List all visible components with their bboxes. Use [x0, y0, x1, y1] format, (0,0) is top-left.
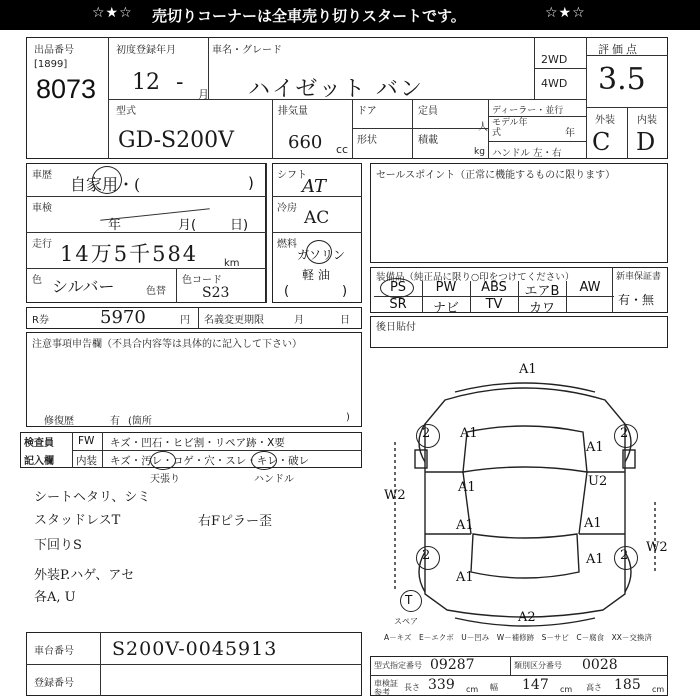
inspection-day: 日)	[230, 218, 249, 233]
color-code-label: 色コード	[182, 275, 222, 286]
car-name-value: ハイゼット バン	[248, 77, 424, 102]
equipment-item: ABS	[481, 280, 507, 295]
handle-label: ハンドル 左・右	[492, 148, 562, 159]
chassis-label: 車台番号	[34, 646, 74, 657]
color-label: 色	[32, 275, 42, 286]
inspection-year: 年	[108, 218, 122, 233]
chassis-value: S200V-0045913	[112, 638, 278, 660]
interior-label: 内装	[637, 115, 657, 126]
name-change-month: 月	[294, 315, 304, 326]
damage-panel-label: A1	[584, 516, 602, 531]
car-name-label: 車名・グレード	[212, 45, 282, 56]
model-year-unit: 年	[565, 128, 575, 139]
repair-history-place: (箇所	[128, 416, 152, 427]
note-stain: 天張り	[150, 474, 180, 485]
ac-label: 冷房	[277, 203, 297, 214]
warranty-value: 有・無	[618, 293, 655, 307]
first-reg-dash: -	[176, 70, 184, 95]
diagram-right-label: W2	[646, 540, 668, 555]
name-change-day: 日	[340, 315, 350, 326]
mileage-label: 走行	[32, 239, 52, 250]
height-label: 高さ	[586, 683, 602, 692]
mileage-value: 14万5千584	[60, 242, 199, 266]
dealer-label: ディーラー・並行	[492, 106, 564, 116]
width-unit: cm	[560, 685, 573, 694]
fuel-gasoline-circle	[306, 240, 332, 264]
lot-label: 出品番号	[34, 45, 74, 56]
comment-1: シートヘタリ、シミ	[34, 490, 151, 505]
length-value: 339	[428, 677, 455, 693]
class-label: 類別区分番号	[514, 661, 562, 670]
form-spec-value: 09287	[430, 657, 475, 673]
first-reg-label: 初度登録年月	[116, 45, 176, 56]
recycle-unit: 円	[180, 315, 190, 326]
score-label: 評価点	[598, 43, 640, 56]
model-label: 型式	[116, 106, 136, 117]
wear-circle	[251, 451, 277, 470]
load-label: 積載	[418, 135, 438, 146]
fuel-paren-left: (	[284, 284, 290, 299]
inspector-label-bottom: 記入欄	[24, 456, 54, 467]
length-unit: cm	[466, 685, 479, 694]
recycle-row	[26, 307, 362, 329]
sales-point-label: セールスポイント（正常に機能するものに限ります）	[376, 170, 616, 181]
inspection-label: 車検	[32, 203, 52, 214]
damage-panel-label: U2	[588, 474, 608, 489]
exterior-label: 外装	[595, 115, 615, 126]
history-close-paren: )	[248, 174, 254, 192]
displacement-unit: cc	[336, 143, 349, 156]
lot-sub-number: [1899]	[34, 59, 68, 70]
interior-grade: D	[636, 128, 656, 156]
inspection-month: 月(	[178, 218, 197, 233]
drive-4wd: 4WD	[541, 77, 568, 90]
damage-panel-label: A1	[458, 480, 476, 495]
door-label: ドア	[357, 106, 377, 117]
model-year-label: モデル年式	[492, 118, 528, 138]
equipment-item: ナビ	[432, 301, 459, 316]
diagram-left-label: W2	[384, 488, 406, 503]
first-reg-year: 12	[132, 70, 160, 95]
capacity-label: 定員	[418, 106, 438, 117]
repair-history-has: 有	[110, 416, 120, 427]
banner-stars-left: ☆★☆	[92, 5, 133, 21]
ac-value: AC	[304, 208, 330, 228]
repair-history-close: )	[346, 412, 350, 423]
interior-items: キズ・汚レ・コゲ・穴・スレ・キレ・破レ	[110, 455, 310, 467]
stain-circle	[150, 451, 176, 470]
comment-2: スタッドレスT	[34, 513, 121, 528]
recycle-value: 5970	[100, 307, 146, 328]
width-value: 147	[522, 677, 549, 693]
damage-panel-label: A1	[456, 518, 474, 533]
mileage-unit: km	[224, 258, 240, 269]
exterior-grade: C	[592, 128, 611, 156]
comment-right: 右Fピラー歪	[198, 514, 273, 529]
fw-head: FW	[78, 435, 95, 447]
equipment-label: 装備品（純正品に限り○印をつけてください）	[376, 272, 575, 283]
fuel-value: ガソリン	[297, 248, 346, 262]
reg-label: 登録番号	[34, 678, 74, 689]
class-value: 0028	[582, 657, 618, 673]
notes-label: 注意事項申告欄（不具合内容等は具体的に記入して下さい）	[32, 339, 302, 350]
capacity-unit: 人	[478, 122, 488, 133]
displacement-label: 排気量	[278, 106, 308, 117]
length-label: 長さ	[404, 683, 420, 692]
fuel-paren-right: )	[342, 284, 348, 299]
comment-3: 下回りS	[34, 538, 82, 553]
shift-value: AT	[302, 176, 327, 197]
equipment-item: カワ	[528, 301, 555, 316]
note-wear: ハンドル	[254, 474, 294, 485]
damage-panel-label: A1	[586, 440, 604, 455]
tire-grade: 2	[422, 426, 431, 441]
spare-label: スペア	[394, 617, 418, 626]
equipment-item: PS	[389, 280, 407, 295]
private-use-circle	[92, 166, 122, 194]
banner-stars-right: ☆★☆	[545, 5, 586, 21]
name-change-label: 名義変更期限	[204, 315, 264, 326]
dim-label: 車検証	[374, 679, 398, 688]
score-value: 3.5	[598, 62, 646, 97]
form-spec-label: 型式指定番号	[374, 661, 422, 670]
width-label: 幅	[490, 683, 498, 692]
fuel-label: 燃料	[277, 239, 297, 250]
first-reg-month-unit: 月	[198, 88, 209, 101]
interior-head: 内装	[76, 455, 97, 467]
tire-grade: 2	[620, 426, 629, 441]
history-value: 自家用・(	[70, 175, 141, 194]
shape-label: 形状	[357, 135, 377, 146]
after-fit-label: 後日貼付	[376, 322, 416, 333]
equipment-item: エアB	[524, 284, 560, 299]
spare-mark: T	[405, 593, 413, 607]
banner-message: 売切りコーナーは全車売り切りスタートです。	[152, 7, 466, 25]
tire-grade: 2	[620, 548, 629, 563]
load-unit: kg	[474, 147, 485, 157]
fuel-alt: 軽 油	[302, 268, 330, 282]
model-value: GD-S200V	[118, 128, 235, 153]
drive-2wd: 2WD	[541, 53, 568, 66]
lot-number: 8073	[36, 74, 97, 104]
color-code-value: S23	[202, 285, 230, 301]
damage-panel-label: A1	[456, 570, 474, 585]
color-change-label: 色替	[146, 286, 166, 297]
damage-panel-label: A1	[460, 426, 478, 441]
dim-note: 参考	[374, 688, 390, 697]
warranty-label: 新車保証書	[616, 272, 662, 282]
fw-items: キズ・凹石・ヒビ割・リペア跡・X要	[110, 437, 285, 449]
height-value: 185	[614, 677, 641, 693]
equipment-item: SR	[389, 297, 407, 312]
history-label: 車歴	[32, 170, 52, 181]
inspector-label-top: 検査員	[24, 438, 54, 449]
repair-history-label: 修復歴	[44, 416, 74, 427]
equipment-item: PW	[435, 280, 457, 295]
diagram-legend: A－キズ E－エクボ U－凹み W－補修跡 S－サビ C－腐食 XX－交換済	[384, 633, 652, 642]
equipment-item: AW	[579, 280, 601, 295]
color-value: シルバー	[52, 277, 115, 296]
top-banner	[0, 0, 700, 30]
displacement-value: 660	[288, 132, 323, 153]
damage-panel-label: A1	[586, 552, 604, 567]
shift-label: シフト	[277, 170, 307, 181]
equipment-item: TV	[485, 297, 503, 312]
comment-5: 各A, U	[34, 590, 76, 605]
ps-circle	[380, 278, 414, 298]
diagram-bottom-label: A2	[518, 610, 536, 625]
comment-4: 外装P.ハゲ、アセ	[34, 568, 135, 583]
recycle-label: R券	[32, 315, 49, 326]
height-unit: cm	[652, 685, 665, 694]
tire-grade: 2	[422, 548, 431, 563]
diagram-top-label: A1	[519, 362, 537, 377]
